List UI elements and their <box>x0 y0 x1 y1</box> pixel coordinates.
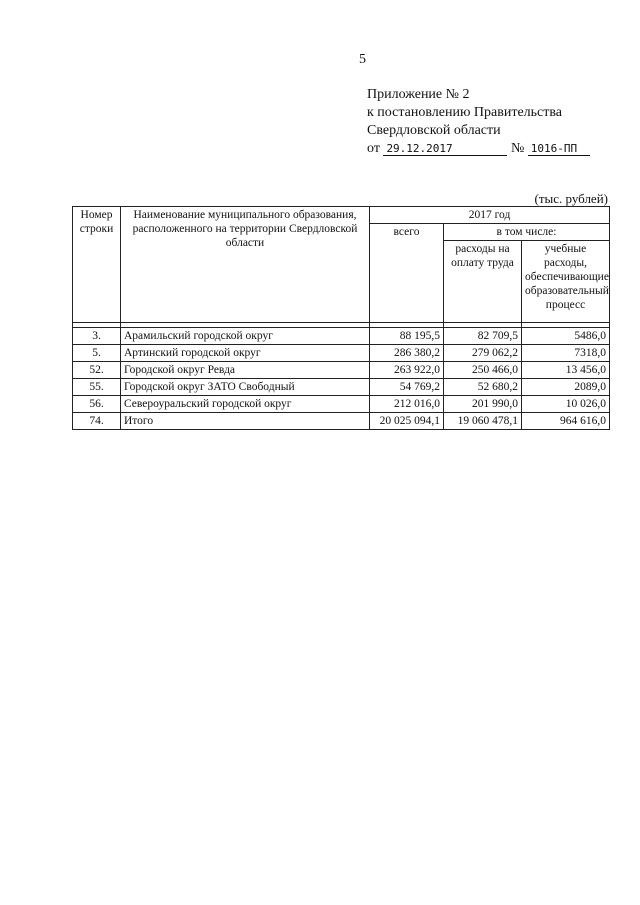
number-prefix: № <box>510 141 525 156</box>
row-education: 2089,0 <box>522 379 610 396</box>
row-name: Североуральский городской округ <box>121 396 370 413</box>
row-salary: 201 990,0 <box>444 396 522 413</box>
row-education: 13 456,0 <box>522 362 610 379</box>
row-name: Городской округ ЗАТО Свободный <box>121 379 370 396</box>
row-salary: 250 466,0 <box>444 362 522 379</box>
row-number: 3. <box>73 328 121 345</box>
budget-table <box>72 206 610 430</box>
row-total: 263 922,0 <box>370 362 444 379</box>
table-body <box>73 328 610 430</box>
row-salary: 19 060 478,1 <box>444 413 522 430</box>
row-name: Арамильский городской округ <box>121 328 370 345</box>
header-education: учебные расходы, обеспечивающие образовательный процесс <box>522 241 610 323</box>
row-number: 56. <box>73 396 121 413</box>
row-salary: 52 680,2 <box>444 379 522 396</box>
header-row-1 <box>73 207 610 224</box>
header-row-no: Номер строки <box>73 207 121 323</box>
row-total: 54 769,2 <box>370 379 444 396</box>
decree-number: 1016-ПП <box>528 143 590 156</box>
row-name: Артинский городской округ <box>121 345 370 362</box>
page-number: 5 <box>359 52 366 67</box>
table-row <box>73 328 610 345</box>
units-note: (тыс. рублей) <box>534 191 608 206</box>
row-total: 212 016,0 <box>370 396 444 413</box>
table-row <box>73 396 610 413</box>
appendix-date-line <box>367 140 590 158</box>
row-total: 20 025 094,1 <box>370 413 444 430</box>
row-salary: 279 062,2 <box>444 345 522 362</box>
header-name: Наименование муниципального образования, расположенного на территории Свердловской области <box>121 207 370 323</box>
header-total: всего <box>370 224 444 323</box>
appendix-block <box>367 86 590 158</box>
row-name: Городской округ Ревда <box>121 362 370 379</box>
header-including: в том числе: <box>444 224 610 241</box>
date-prefix: от <box>367 141 380 156</box>
header-salary: расходы на оплату труда <box>444 241 522 323</box>
row-education: 7318,0 <box>522 345 610 362</box>
header-year: 2017 год <box>370 207 610 224</box>
row-education: 10 026,0 <box>522 396 610 413</box>
appendix-region: Свердловской области <box>367 123 501 138</box>
appendix-title: Приложение № 2 <box>367 87 470 102</box>
table-row <box>73 345 610 362</box>
row-number: 5. <box>73 345 121 362</box>
row-total: 286 380,2 <box>370 345 444 362</box>
row-salary: 82 709,5 <box>444 328 522 345</box>
appendix-decree: к постановлению Правительства <box>367 105 563 120</box>
decree-date: 29.12.2017 <box>383 143 507 156</box>
row-number: 52. <box>73 362 121 379</box>
row-number: 74. <box>73 413 121 430</box>
row-name: Итого <box>121 413 370 430</box>
table-row <box>73 379 610 396</box>
row-education: 5486,0 <box>522 328 610 345</box>
row-education: 964 616,0 <box>522 413 610 430</box>
row-number: 55. <box>73 379 121 396</box>
table-row <box>73 362 610 379</box>
row-total: 88 195,5 <box>370 328 444 345</box>
table-row <box>73 413 610 430</box>
